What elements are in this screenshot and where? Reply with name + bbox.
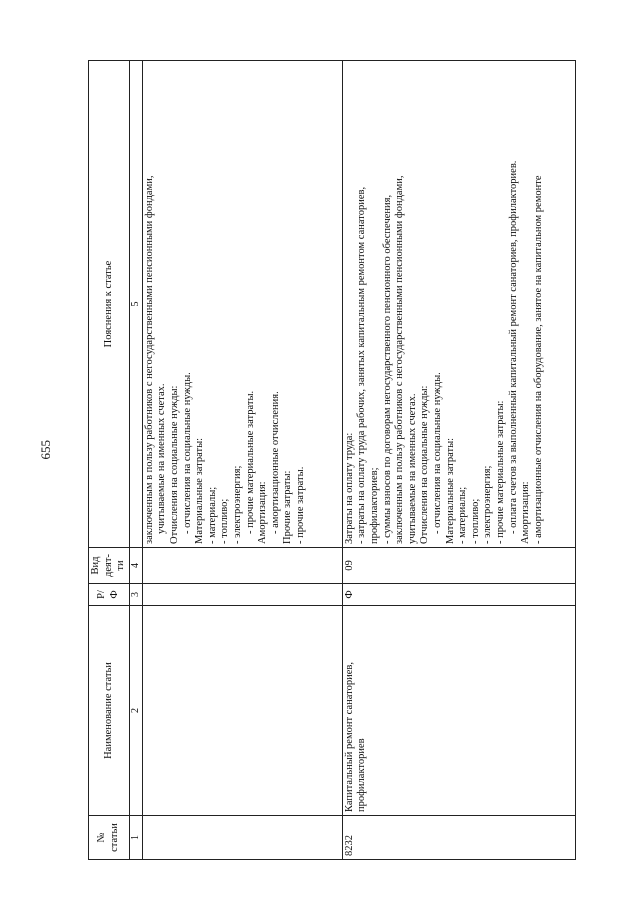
article-activity-kind: 09: [342, 548, 575, 584]
explanation-line: Отчисления на социальные нужды:: [168, 385, 180, 544]
explanation-line: - прочие материальные затраты.: [244, 390, 256, 534]
explanation-line: - прочие затраты.: [294, 466, 306, 544]
column-number: 2: [129, 606, 142, 816]
explanation-line: - суммы взносов по договорам негосударственного пенсионного обеспечения,: [381, 194, 393, 544]
page-number: 655: [38, 440, 53, 460]
explanation-line: - оплата счетов за выполненный капитальный ремонт санаториев, профилакториев.: [507, 160, 519, 534]
explanation-line: Затраты на оплату труда:: [343, 432, 355, 544]
rotated-table-frame: [88, 60, 576, 860]
column-number: 5: [129, 61, 142, 548]
explanation-line: Отчисления на социальные нужды:: [419, 385, 431, 544]
explanation-line: - электроэнергия;: [482, 465, 494, 544]
article-number: 8232: [342, 816, 575, 860]
explanation-line: профилакториев;: [368, 467, 380, 544]
explanation-line: Прочие затраты:: [282, 470, 294, 544]
article-number: [142, 816, 342, 860]
explanation-line: - прочие материальные затраты:: [494, 400, 506, 544]
column-number-row: [129, 61, 142, 860]
article-name: [142, 606, 342, 816]
header-article-number: № статьи: [89, 816, 130, 860]
article-rf: [142, 584, 342, 606]
article-explanation: [342, 61, 575, 548]
header-rf: Р/ Ф: [89, 584, 130, 606]
explanation-line: - отчисления на социальные нужды.: [431, 372, 443, 534]
explanation-line: - отчисления на социальные нужды.: [181, 372, 193, 534]
explanation-line: - затраты на оплату труда рабочих, занятых капитальным ремонтом санаториев,: [356, 186, 368, 544]
explanation-line: учитываемые на именных счетах.: [406, 393, 418, 544]
column-number: 4: [129, 548, 142, 584]
header-article-name: Наименование статьи: [89, 606, 130, 816]
explanation-line: Материальные затраты:: [194, 437, 206, 544]
explanation-line: заключенным в пользу работников с негосударственными пенсионными фондами,: [394, 175, 406, 544]
table-row: [142, 61, 342, 860]
explanation-line: Амортизация:: [257, 481, 269, 544]
header-activity-kind: Вид деят-ти: [89, 548, 130, 584]
explanation-line: Амортизация:: [520, 481, 532, 544]
article-activity-kind: [142, 548, 342, 584]
article-explanation: [142, 61, 342, 548]
explanation-line: учитываемые на именных счетах.: [156, 383, 168, 534]
explanation-line: - топливо;: [219, 498, 231, 544]
header-row: [89, 61, 130, 860]
explanation-line: - электроэнергия;: [231, 465, 243, 544]
column-number: 3: [129, 584, 142, 606]
explanation-line: - амортизационные отчисления.: [269, 391, 281, 534]
article-name: Капитальный ремонт санаториев, профилакториев: [342, 606, 575, 816]
explanation-line: - топливо;: [469, 498, 481, 544]
explanation-line: заключенным в пользу работников с негосударственными пенсионными фондами,: [143, 175, 155, 544]
explanation-line: - материалы;: [206, 486, 218, 544]
explanation-line: - материалы;: [457, 486, 469, 544]
explanation-line: Материальные затраты:: [444, 437, 456, 544]
column-number: 1: [129, 816, 142, 860]
table-row: [342, 61, 575, 860]
explanation-line: - амортизационные отчисления на оборудование, занятое на капитальном ремонте: [532, 175, 544, 544]
article-rf: Ф: [342, 584, 575, 606]
articles-table: [88, 60, 576, 860]
header-explanation: Пояснения к статье: [89, 61, 130, 548]
